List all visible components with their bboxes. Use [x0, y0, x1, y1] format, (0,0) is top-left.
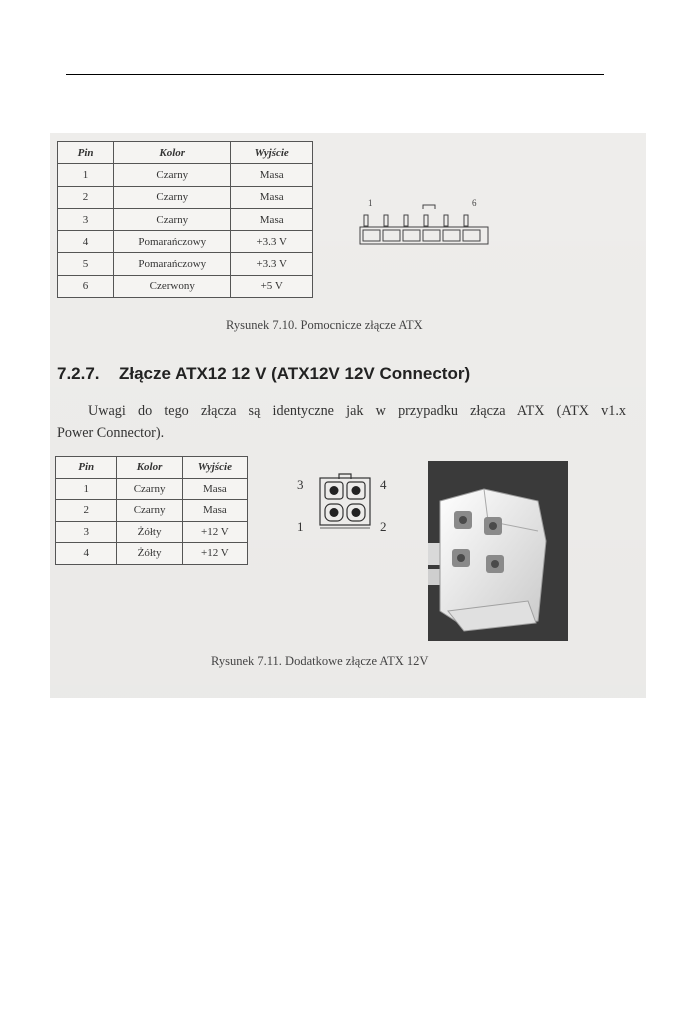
aux-atx-pin-table — [57, 141, 313, 298]
table-row — [56, 478, 248, 500]
column-header-color: Kolor — [114, 142, 231, 164]
cell-color: Czarny — [117, 500, 182, 522]
table-row — [58, 164, 313, 186]
pin-label-1: 1 — [297, 519, 304, 534]
cell-pin: 4 — [56, 543, 117, 565]
column-header-output: Wyjście — [231, 142, 313, 164]
cell-pin: 1 — [56, 478, 117, 500]
table-row — [58, 186, 313, 208]
cell-pin: 2 — [56, 500, 117, 522]
cell-color: Czarny — [114, 208, 231, 230]
paragraph-line: Power Connector). — [57, 425, 165, 441]
table-header-row — [56, 457, 248, 479]
table-row — [56, 521, 248, 543]
table-row — [56, 500, 248, 522]
cell-output: +3.3 V — [231, 253, 313, 275]
table-row — [58, 275, 313, 297]
pin-label-start: 1 — [368, 198, 373, 208]
table-row — [58, 208, 313, 230]
figure-caption-7-10: Rysunek 7.10. Pomocnicze złącze ATX — [226, 318, 423, 332]
connector-photo-image — [428, 461, 568, 641]
header-rule — [66, 74, 604, 75]
atx12v-pin-table — [55, 456, 248, 565]
table-header-row — [58, 142, 313, 164]
cell-output: +12 V — [182, 521, 247, 543]
column-header-pin: Pin — [58, 142, 114, 164]
cell-pin: 6 — [58, 275, 114, 297]
pin-label-end: 6 — [472, 198, 477, 208]
pin-label-3: 3 — [297, 477, 304, 492]
cell-output: Masa — [182, 478, 247, 500]
cell-color: Czerwony — [114, 275, 231, 297]
cell-color: Żółty — [117, 543, 182, 565]
figure-caption-7-11: Rysunek 7.11. Dodatkowe złącze ATX 12V — [211, 654, 429, 668]
aux-atx-connector-diagram — [350, 195, 500, 255]
cell-output: Masa — [231, 164, 313, 186]
section-heading — [57, 364, 470, 384]
cell-pin: 1 — [58, 164, 114, 186]
pin-label-2: 2 — [380, 519, 387, 534]
section-title: Złącze ATX12 12 V (ATX12V 12V Connector) — [119, 364, 471, 383]
column-header-output: Wyjście — [182, 457, 247, 479]
cell-color: Czarny — [114, 186, 231, 208]
column-header-color: Kolor — [117, 457, 182, 479]
connector-photo — [428, 461, 568, 641]
cell-output: Masa — [231, 186, 313, 208]
connector-outline — [360, 205, 488, 244]
cell-output: Masa — [182, 500, 247, 522]
cell-output: Masa — [231, 208, 313, 230]
table-row — [58, 253, 313, 275]
body-paragraph — [57, 400, 626, 444]
cell-pin: 5 — [58, 253, 114, 275]
cell-output: +5 V — [231, 275, 313, 297]
paragraph-line: Uwagi do tego złącza są identyczne jak w przypadku złącza ATX (ATX v1.x — [88, 403, 626, 419]
table-row — [56, 543, 248, 565]
cell-pin: 3 — [58, 208, 114, 230]
column-header-pin: Pin — [56, 457, 117, 479]
cell-output: +12 V — [182, 543, 247, 565]
table-row — [58, 231, 313, 253]
cell-color: Pomarańczowy — [114, 231, 231, 253]
cell-color: Żółty — [117, 521, 182, 543]
atx12v-connector-diagram — [315, 468, 375, 534]
cell-pin: 3 — [56, 521, 117, 543]
cell-color: Czarny — [114, 164, 231, 186]
cell-color: Pomarańczowy — [114, 253, 231, 275]
pin-label-4: 4 — [380, 477, 387, 492]
cell-color: Czarny — [117, 478, 182, 500]
section-number: 7.2.7. — [57, 364, 100, 383]
cell-output: +3.3 V — [231, 231, 313, 253]
cell-pin: 2 — [58, 186, 114, 208]
cell-pin: 4 — [58, 231, 114, 253]
